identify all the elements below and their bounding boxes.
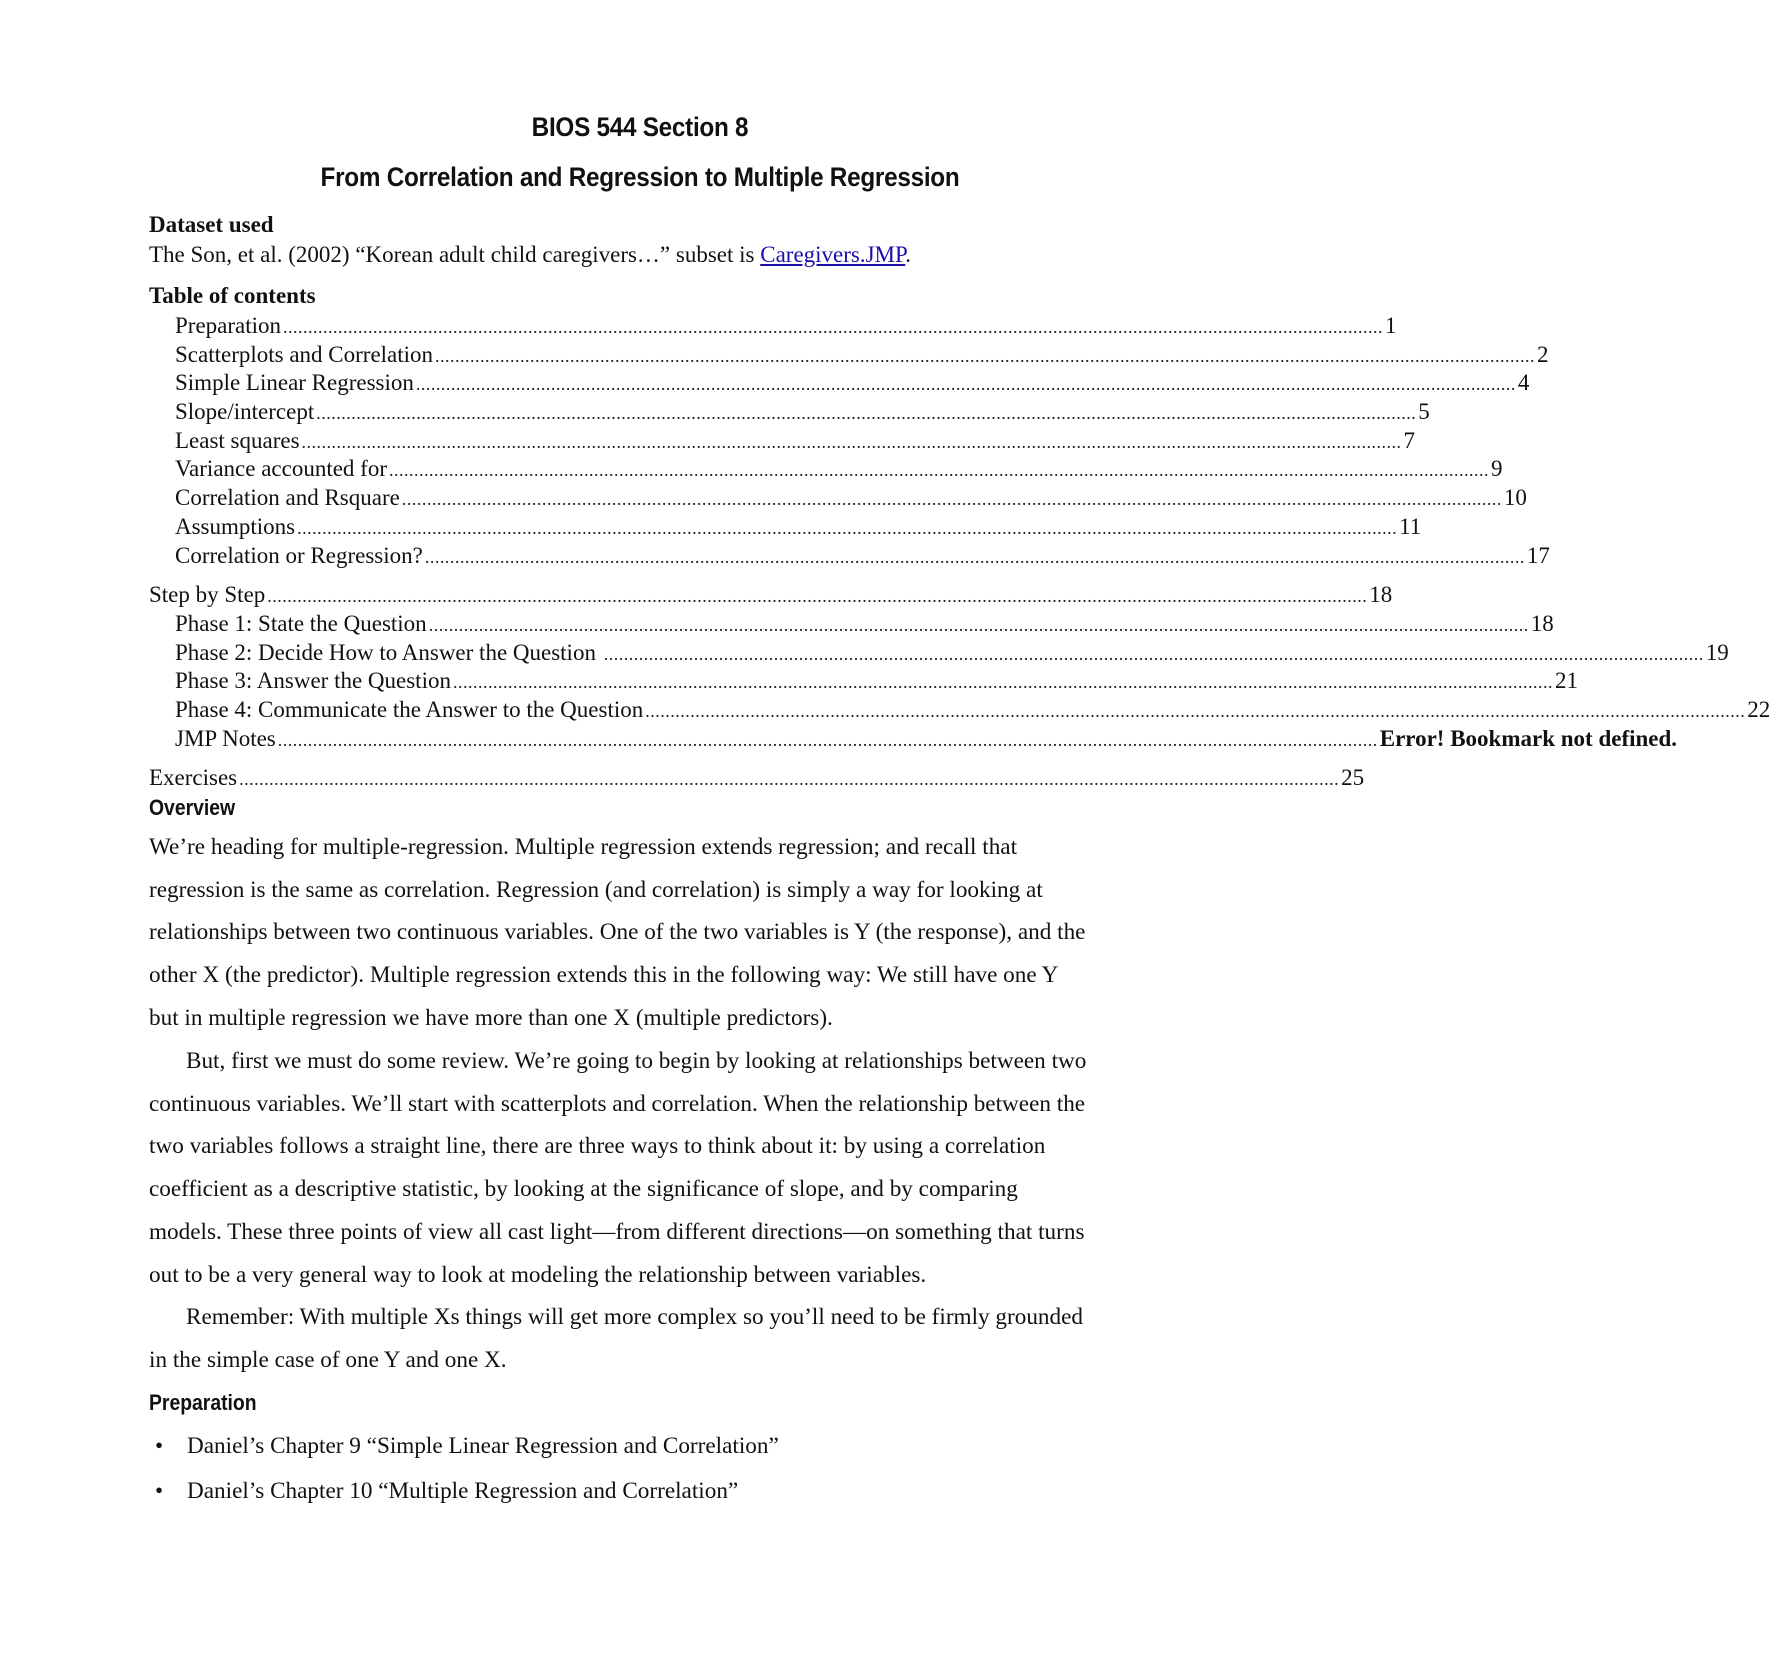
toc-entry-variance-accounted[interactable] <box>149 455 1503 484</box>
toc-entry-text: Simple Linear Regression <box>175 370 414 396</box>
toc-page-number: 18 <box>1369 582 1393 608</box>
overview-paragraph-3 <box>149 1296 1149 1381</box>
overview-paragraph-2 <box>149 1040 1149 1296</box>
toc-entry-text: Correlation or Regression? <box>175 542 423 568</box>
toc-leader-dots: ............................................................................................................................................................................................................................ <box>283 317 1384 337</box>
toc-entry-phase-4[interactable] <box>149 696 1770 725</box>
toc-entry-exercises[interactable] <box>149 764 1365 793</box>
bullet-icon: • <box>154 1433 164 1459</box>
toc-leader-dots: ............................................................................................................................................................................................................................ <box>301 431 1402 452</box>
toc-page-number: 18 <box>1530 610 1554 636</box>
toc-page-number: 17 <box>1526 542 1550 568</box>
toc-entry-text: Slope/intercept <box>175 399 315 425</box>
dataset-text-end: . <box>905 242 912 267</box>
toc-page-number: 7 <box>1403 427 1416 453</box>
toc-entry-preparation[interactable] <box>149 312 1397 341</box>
toc-entry-correlation-rsquare[interactable] <box>149 484 1527 513</box>
document-subtitle: From Correlation and Regression to Multiple Regression <box>320 162 960 192</box>
toc-leader-dots: ............................................................................................................................................................................................................................ <box>603 643 1704 664</box>
paragraph-line: out to be a very general way to look at modeling the relationship between variables. <box>149 1261 927 1288</box>
toc-entry-slope-intercept[interactable] <box>149 398 1430 427</box>
table-of-contents <box>149 312 1770 793</box>
paragraph-line: coefficient as a descriptive statistic, by looking at the significance of slope, and by comparing <box>149 1176 1018 1203</box>
toc-entry-phase-3[interactable] <box>149 667 1578 696</box>
dataset-text: The Son, et al. (2002) “Korean adult child caregivers…” subset is <box>149 242 761 267</box>
toc-leader-dots: ............................................................................................................................................................................................................................ <box>435 345 1536 366</box>
toc-entry-text: Variance accounted for <box>175 456 387 482</box>
paragraph-line: relationships between two continuous variables. One of the two variables is Y (the response), and the <box>149 919 1086 946</box>
dataset-link[interactable]: Caregivers.JMP <box>760 242 906 267</box>
toc-entry-correlation-or-regression[interactable] <box>149 542 1550 571</box>
toc-label: Table of contents <box>149 283 316 308</box>
paragraph-line: other X (the predictor). Multiple regression extends this in the following way: We still have one Y <box>149 962 1059 989</box>
toc-leader-dots: ............................................................................................................................................................................................................................ <box>424 546 1525 567</box>
list-item-text: Daniel’s Chapter 10 “Multiple Regression and Correlation” <box>187 1478 739 1504</box>
toc-leader-dots: ............................................................................................................................................................................................................................ <box>645 700 1746 721</box>
list-item-text: Daniel’s Chapter 9 “Simple Linear Regression and Correlation” <box>187 1433 779 1459</box>
toc-entry-text: Correlation and Rsquare <box>175 485 400 511</box>
toc-page-number: 9 <box>1491 456 1503 482</box>
toc-entry-text: JMP Notes <box>175 725 276 751</box>
toc-entry-least-squares[interactable] <box>149 427 1416 456</box>
toc-entry-text: Exercises <box>149 765 238 791</box>
toc-leader-dots: ............................................................................................................................................................................................................................ <box>452 672 1553 693</box>
paragraph-line: Remember: With multiple Xs things will get more complex so you’ll need to be firmly grounded <box>186 1304 1083 1330</box>
toc-entry-text: Assumptions <box>175 513 296 539</box>
toc-leader-dots: ............................................................................................................................................................................................................................ <box>401 489 1502 510</box>
toc-page-number: 1 <box>1385 313 1397 338</box>
toc-leader-dots: ............................................................................................................................................................................................................................ <box>277 729 1378 750</box>
toc-entry-text: Scatterplots and Correlation <box>175 341 434 367</box>
paragraph-line: But, first we must do some review. We’re going to begin by looking at relationships between two <box>186 1048 1087 1074</box>
toc-entry-text: Least squares <box>175 427 300 453</box>
toc-entry-scatterplots[interactable] <box>149 341 1549 370</box>
paragraph-line: models. These three points of view all cast light—from different directions—on something that turns <box>149 1218 1085 1245</box>
paragraph-line: continuous variables. We’ll start with scatterplots and correlation. When the relationship between the <box>149 1090 1086 1117</box>
paragraph-line: in the simple case of one Y and one X. <box>149 1346 507 1373</box>
toc-leader-dots: ............................................................................................................................................................................................................................ <box>239 769 1340 790</box>
toc-entry-text: Phase 3: Answer the Question <box>175 668 451 694</box>
paragraph-line: but in multiple regression we have more than one X (multiple predictors). <box>149 1004 833 1031</box>
toc-page-number: 5 <box>1418 399 1430 425</box>
preparation-list <box>149 1424 1149 1514</box>
toc-page-number: 22 <box>1747 696 1770 722</box>
toc-entry-text: Preparation <box>175 313 282 338</box>
toc-leader-dots: ............................................................................................................................................................................................................................ <box>428 614 1529 635</box>
paragraph-line: We’re heading for multiple-regression. Multiple regression extends regression; and recall that <box>149 834 1018 860</box>
paragraph-line: regression is the same as correlation. Regression (and correlation) is simply a way for looking at <box>149 876 1043 903</box>
toc-page-number: 21 <box>1554 668 1578 694</box>
toc-page-error: Error! Bookmark not defined. <box>1379 725 1678 751</box>
toc-entry-assumptions[interactable] <box>149 513 1422 542</box>
toc-entry-text: Phase 1: State the Question <box>175 610 427 636</box>
toc-page-number: 4 <box>1517 370 1530 396</box>
toc-leader-dots: ............................................................................................................................................................................................................................ <box>297 517 1398 538</box>
bullet-icon: • <box>154 1478 164 1504</box>
toc-entry-phase-2[interactable] <box>149 639 1729 668</box>
overview-paragraph-1 <box>149 826 1149 1040</box>
toc-leader-dots: ............................................................................................................................................................................................................................ <box>316 403 1417 424</box>
dataset-label: Dataset used <box>149 212 274 237</box>
document-title: BIOS 544 Section 8 <box>531 112 749 142</box>
toc-entry-text: Step by Step <box>149 582 266 608</box>
paragraph-line: two variables follows a straight line, there are three ways to think about it: by using a correlation <box>149 1133 1046 1160</box>
list-item <box>149 1469 1149 1514</box>
dataset-description <box>149 242 1129 268</box>
toc-entry-jmp-notes[interactable] <box>149 725 1678 754</box>
toc-page-number: 2 <box>1537 341 1549 367</box>
toc-entry-step-by-step[interactable] <box>149 581 1393 610</box>
overview-heading: Overview <box>149 795 236 820</box>
toc-page-number: 10 <box>1503 485 1527 511</box>
toc-leader-dots: ............................................................................................................................................................................................................................ <box>415 374 1516 395</box>
toc-page-number: 11 <box>1399 513 1422 539</box>
list-item <box>149 1424 1149 1469</box>
toc-entry-text: Phase 4: Communicate the Answer to the Question <box>175 696 644 722</box>
toc-entry-simple-linear-regression[interactable] <box>149 369 1530 398</box>
toc-leader-dots: ............................................................................................................................................................................................................................ <box>389 460 1489 481</box>
toc-entry-text: Phase 2: Decide How to Answer the Question <box>175 639 602 665</box>
toc-page-number: 19 <box>1705 639 1729 665</box>
toc-leader-dots: ............................................................................................................................................................................................................................ <box>267 586 1368 607</box>
toc-page-number: 25 <box>1341 765 1365 791</box>
preparation-heading: Preparation <box>149 1390 257 1415</box>
toc-entry-phase-1[interactable] <box>149 610 1554 639</box>
